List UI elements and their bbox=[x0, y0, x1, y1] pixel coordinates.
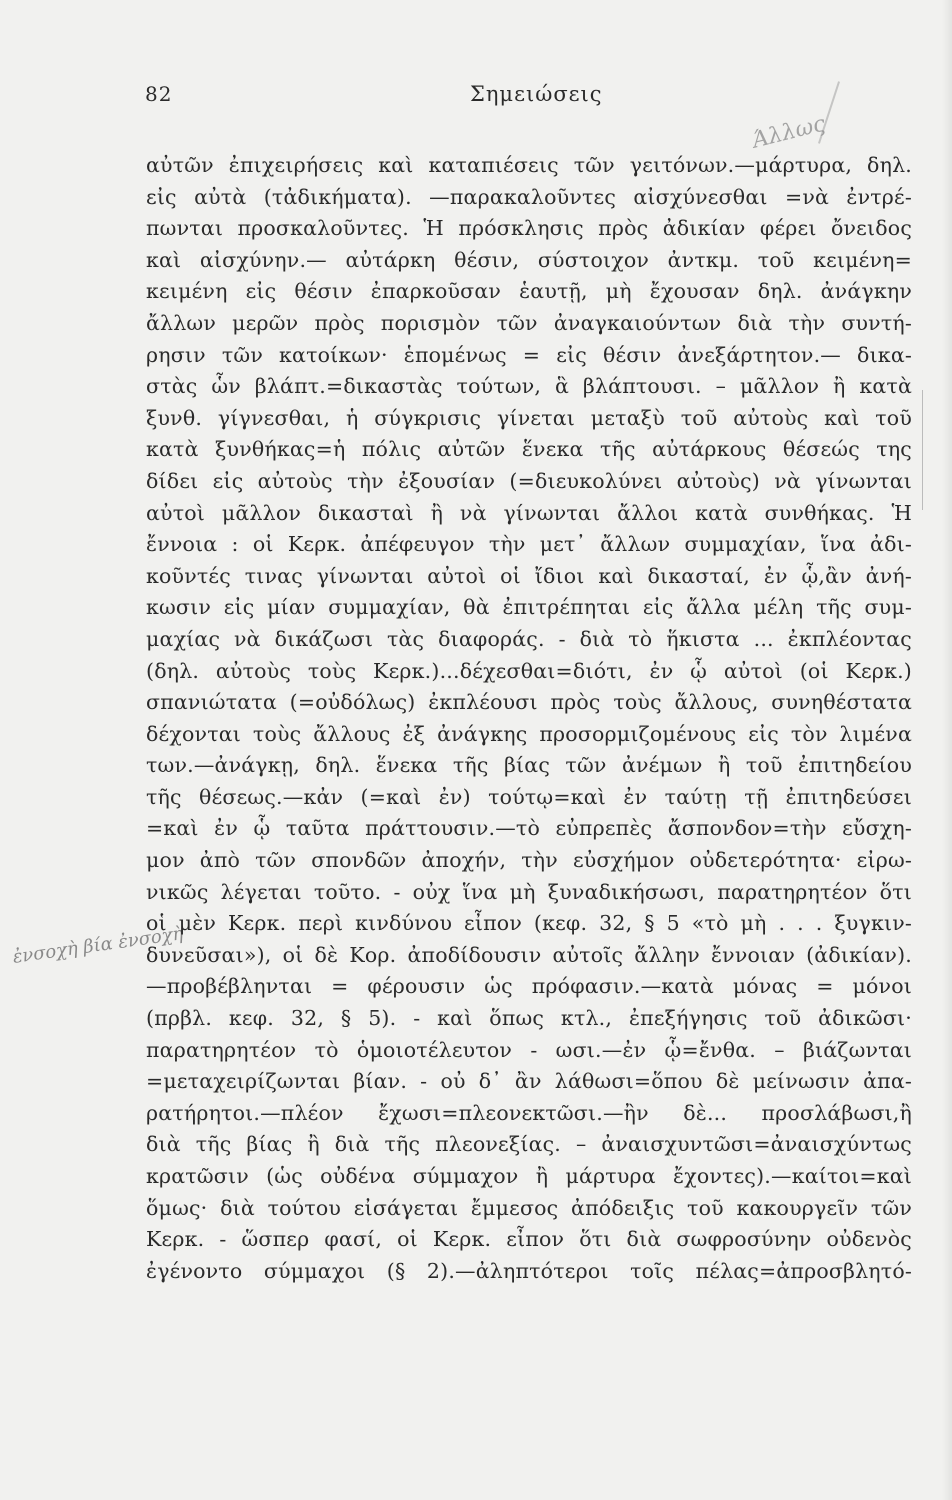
text-line: δέχονται τοὺς ἄλλους ἐξ ἀνάγκης προσορμιζομένους εἰς τὸν λιμένα bbox=[146, 721, 912, 746]
text-line: ἐγένοντο σύμμαχοι (§ 2).—ἀληπτότεροι τοῖς πέλας=ἀπροσβλητό- bbox=[146, 1258, 912, 1283]
text-line: τῆς θέσεως.—κἀν (=καὶ ἐν) τούτῳ=καὶ ἐν ταύτῃ τῇ ἐπιτηδεύσει bbox=[146, 784, 912, 809]
page-number: 82 bbox=[145, 82, 173, 106]
handwritten-margin-note: ἐνσοχὴ βία ἐνσοχὴ bbox=[11, 923, 185, 968]
text-line: νικῶς λέγεται τοῦτο. - οὐχ ἵνα μὴ ξυναδικήσωσι, παρατηρητέον ὅτι bbox=[146, 879, 912, 904]
text-line: κατὰ ξυνθήκας=ἡ πόλις αὐτῶν ἕνεκα τῆς αὐτάρκους θέσεώς της bbox=[146, 437, 912, 462]
text-line: δυνεῦσαι»), οἱ δὲ Κορ. ἀποδίδουσιν αὐτοῖς ἄλλην ἔννοιαν (ἀδικίαν). bbox=[146, 942, 912, 967]
text-line: στὰς ὧν βλάπτ.=δικαστὰς τούτων, ἃ βλάπτουσι. – μᾶλλον ἢ κατὰ bbox=[146, 374, 912, 399]
body-text bbox=[146, 150, 912, 1287]
text-line: =μεταχειρίζωνται βίαν. - οὐ δ᾽ ἂν λάθωσι=ὅπου δὲ μείνωσιν ἀπα- bbox=[146, 1069, 912, 1094]
text-line: διὰ τῆς βίας ἢ διὰ τῆς πλεονεξίας. – ἀναισχυντῶσι=ἀναισχύντως bbox=[146, 1132, 912, 1157]
text-line: ἔννοια : οἱ Κερκ. ἀπέφευγον τὴν μετ᾽ ἄλλων συμμαχίαν, ἵνα ἀδι- bbox=[146, 532, 912, 557]
text-line: =καὶ ἐν ᾧ ταῦτα πράττουσιν.—τὸ εὐπρεπὲς ἄσπονδον=τὴν εὔσχη- bbox=[146, 816, 912, 841]
text-line: ξυνθ. γίγνεσθαι, ἡ σύγκρισις γίνεται μεταξὺ τοῦ αὐτοὺς καὶ τοῦ bbox=[146, 405, 912, 430]
text-line: καὶ αἰσχύνην.— αὐτάρκη θέσιν, σύστοιχον ἀντκμ. τοῦ κειμένη= bbox=[146, 247, 912, 272]
text-line: των.—ἀνάγκῃ, δηλ. ἕνεκα τῆς βίας τῶν ἀνέμων ἢ τοῦ ἐπιτηδείου bbox=[146, 753, 912, 778]
text-line: μον ἀπὸ τῶν σπονδῶν ἀποχήν, τὴν εὐσχήμον οὐδετερότητα· εἰρω- bbox=[146, 848, 912, 873]
text-line: (δηλ. αὐτοὺς τοὺς Κερκ.)...δέχεσθαι=διότι, ἐν ᾧ αὐτοὶ (οἱ Κερκ.) bbox=[146, 658, 912, 683]
text-line: ρατήρητοι.—πλέον ἔχωσι=πλεονεκτῶσι.—ἢν δὲ... προσλάβωσι,ἢ bbox=[146, 1100, 912, 1125]
text-line: παρατηρητέον τὸ ὁμοιοτέλευτον - ωσι.—ἐν ᾧ=ἔνθα. – βιάζωνται bbox=[146, 1037, 912, 1062]
text-line: κωσιν εἰς μίαν συμμαχίαν, θὰ ἐπιτρέπηται εἰς ἄλλα μέλη τῆς συμ- bbox=[146, 595, 912, 620]
handwritten-corner-note: Άλλως bbox=[750, 111, 828, 154]
text-line: κρατῶσιν (ὡς οὐδένα σύμμαχον ἢ μάρτυρα ἔχοντες).—καίτοι=καὶ bbox=[146, 1164, 912, 1188]
text-line: δίδει εἰς αὐτοὺς τὴν ἐξουσίαν (=διευκολύνει αὐτοὺς) νὰ γίνωνται bbox=[146, 468, 912, 493]
text-line: εἰς αὐτὰ (τἀδικήματα). —παρακαλοῦντες αἰσχύνεσθαι =νὰ ἐντρέ- bbox=[146, 184, 912, 209]
page-header bbox=[145, 82, 785, 112]
text-line: σπανιώτατα (=οὐδόλως) ἐκπλέουσι πρὸς τοὺς ἄλλους, συνηθέστατα bbox=[146, 690, 912, 715]
text-line: ὅμως· διὰ τούτου εἰσάγεται ἔμμεσος ἀπόδειξις τοῦ κακουργεῖν τῶν bbox=[146, 1195, 912, 1220]
text-line: αὐτῶν ἐπιχειρήσεις καὶ καταπιέσεις τῶν γειτόνων.—μάρτυρα, δηλ. bbox=[146, 153, 912, 177]
running-title: Σημειώσεις bbox=[470, 82, 603, 106]
edge-line bbox=[922, 390, 923, 510]
text-line: πωνται προσκαλοῦντες. Ἡ πρόσκλησις πρὸς ἀδικίαν φέρει ὄνειδος bbox=[146, 216, 912, 241]
text-line: οἱ μὲν Κερκ. περὶ κινδύνου εἶπον (κεφ. 32, § 5 «τὸ μὴ . . . ξυγκιν- bbox=[146, 911, 912, 936]
text-line: μαχίας νὰ δικάζωσι τὰς διαφοράς. - διὰ τὸ ἥκιστα ... ἐκπλέοντας bbox=[146, 626, 912, 651]
text-line: κειμένη εἰς θέσιν ἐπαρκοῦσαν ἑαυτῇ, μὴ ἔχουσαν δηλ. ἀνάγκην bbox=[146, 279, 912, 304]
text-line: ἄλλων μερῶν πρὸς πορισμὸν τῶν ἀναγκαιούντων διὰ τὴν συντή- bbox=[146, 310, 912, 335]
text-line: —προβέβληνται = φέρουσιν ὡς πρόφασιν.—κατὰ μόνας = μόνοι bbox=[146, 974, 912, 999]
text-line: αὐτοὶ μᾶλλον δικασταὶ ἢ νὰ γίνωνται ἄλλοι κατὰ συνθήκας. Ἡ bbox=[146, 500, 912, 525]
page-edge-shadow bbox=[942, 0, 952, 1500]
text-line: ρησιν τῶν κατοίκων· ἑπομένως = εἰς θέσιν ἀνεξάρτητον.— δικα- bbox=[146, 342, 912, 367]
text-line: κοῦντές τινας γίνωνται αὐτοὶ οἱ ἴδιοι καὶ δικασταί, ἐν ᾧ,ἂν ἀνή- bbox=[146, 563, 912, 588]
text-line: Κερκ. - ὥσπερ φασί, οἱ Κερκ. εἶπον ὅτι διὰ σωφροσύνην οὐδενὸς bbox=[146, 1227, 912, 1252]
text-line: (πρβλ. κεφ. 32, § 5). - καὶ ὅπως κτλ., ἐπεξήγησις τοῦ ἀδικῶσι· bbox=[146, 1006, 912, 1031]
